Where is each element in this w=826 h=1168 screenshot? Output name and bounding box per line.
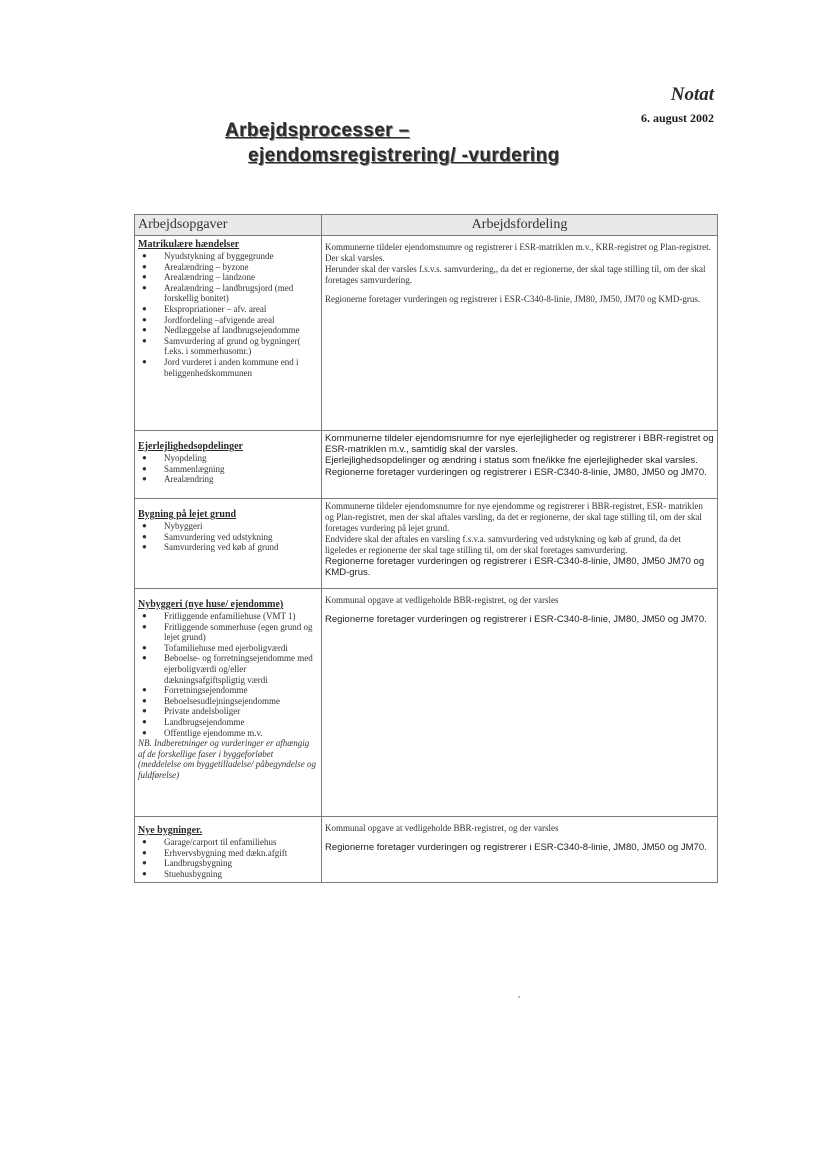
- task-list: [138, 521, 318, 553]
- list-item: ● Arealændring – landbrugsjord (med forskellig bonitet): [142, 282, 294, 304]
- document-title-line1: Arbejdsprocesser –: [225, 120, 410, 141]
- section-title: Nybyggeri (nye huse/ ejendomme): [138, 599, 284, 610]
- list-item: ● Arealændring: [142, 474, 214, 485]
- document-title-line2: ejendomsregistrering/ -vurdering: [248, 145, 560, 166]
- table-header-row: [135, 215, 718, 236]
- list-item: ● Landbrugsejendomme: [142, 716, 245, 727]
- table-row: [135, 589, 718, 817]
- list-item: ● Arealændring – landzone: [142, 272, 255, 283]
- task-list: [138, 251, 318, 378]
- paragraph: Ejerlejlighedsopdelinger og ændring i status som fne/ikke fne ejerlejligheder skal varsles.: [325, 455, 698, 467]
- notat-label: Notat: [670, 84, 714, 105]
- task-list: [138, 837, 318, 879]
- paragraph: Regionerne foretager vurderingen og registrerer i ESR-C340-8-linie, JM80, JM50 og JM70.: [325, 466, 707, 478]
- process-note: NB. Indberetninger og vurderinger er afhængig af de forskellige faser i byggeforløbet (meddelelse om byggetilladelse/ påbegyndelse og fuldførelse): [138, 738, 316, 780]
- document-date: 6. august 2002: [640, 111, 714, 125]
- list-item: ● Garage/carport til enfamiliehus: [142, 837, 277, 847]
- list-item: ● Jordfordeling –afvigende areal: [142, 314, 275, 325]
- table-row: [135, 817, 718, 883]
- bullet-icon: ●: [142, 685, 147, 695]
- task-list: [138, 611, 318, 738]
- table-row: [135, 236, 718, 431]
- bullet-icon: ●: [142, 325, 147, 335]
- section-title: Ejerlejlighedsopdelinger: [138, 441, 243, 452]
- bullet-icon: ●: [142, 611, 147, 620]
- bullet-icon: ●: [142, 642, 147, 652]
- list-item: ● Beboelsesudlejningsejendomme: [142, 695, 280, 706]
- list-item: ● Nedlæggelse af landbrugsejendomme: [142, 325, 300, 336]
- section-title: Bygning på lejet grund: [138, 509, 237, 520]
- list-item: ● Private andelsboliger: [142, 706, 241, 717]
- list-item: ● Stuehusbygning: [142, 868, 223, 879]
- bullet-icon: ●: [142, 847, 147, 857]
- list-item: ● Fritliggende sommerhuse (egen grund og lejet grund): [142, 621, 313, 643]
- bullet-icon: ●: [142, 868, 147, 878]
- list-item: ● Samvurdering ved udstykning: [142, 531, 273, 542]
- list-item: ● Jord vurderet i anden kommune end i beliggenhedskommunen: [142, 356, 299, 378]
- list-item: ● Offentlige ejendomme m.v.: [142, 727, 263, 738]
- bullet-icon: ●: [142, 335, 147, 345]
- distribution-cell: [322, 499, 718, 589]
- paragraph: Regionerne foretager vurderingen og registrerer i ESR-C340-8-linie, JM80, JM50 og JM70.: [325, 842, 707, 853]
- list-item: ● Nyopdeling: [142, 453, 207, 463]
- bullet-icon: ●: [142, 314, 147, 324]
- bullet-icon: ●: [142, 531, 147, 541]
- table-row: [135, 431, 718, 499]
- task-cell: [135, 499, 322, 589]
- paragraph: Kommunal opgave at vedligeholde BBR-registret, og der varsles: [325, 595, 559, 605]
- column-header-distribution: Arbejdsfordeling: [322, 215, 718, 236]
- paragraph: Kommunal opgave at vedligeholde BBR-registret, og der varsles: [325, 823, 559, 833]
- section-title: Nye bygninger.: [138, 825, 203, 836]
- bullet-icon: ●: [142, 621, 147, 631]
- work-process-table: [134, 214, 718, 883]
- list-item: ● Samvurdering ved køb af grund: [142, 542, 279, 553]
- bullet-icon: ●: [142, 858, 147, 868]
- bullet-icon: ●: [142, 653, 147, 663]
- task-cell: [135, 431, 322, 499]
- list-item: ● Nybyggeri: [142, 521, 203, 531]
- paragraph: Kommunerne tildeler ejendomsnumre for nye ejerlejligheder og registrerer i BBR-registret og ESR-matriklen m.v., samtidig skal der varsles.: [325, 433, 714, 456]
- column-header-tasks: Arbejdsopgaver: [135, 215, 322, 236]
- bullet-icon: ●: [142, 251, 147, 260]
- list-item: ● Tofamiliehuse med ejerboligværdi: [142, 642, 288, 653]
- list-item: ● Arealændring – byzone: [142, 261, 249, 272]
- list-item: ● Forretningsejendomme: [142, 685, 248, 696]
- list-item: ● Nyudstykning af byggegrunde: [142, 251, 274, 261]
- list-item: ● Fritliggende enfamiliehuse (VMT 1): [142, 611, 296, 621]
- bullet-icon: ●: [142, 837, 147, 846]
- task-list: [138, 453, 318, 485]
- task-cell: [135, 817, 322, 883]
- bullet-icon: ●: [142, 521, 147, 530]
- distribution-cell: [322, 431, 718, 499]
- section-title: Matrikulære hændelser: [138, 239, 240, 250]
- bullet-icon: ●: [142, 272, 147, 282]
- paragraph: Kommunerne tildeler ejendomsnumre for nye ejendomme og registrerer i BBR-registret, ESR- matriklen og Plan-registret, men der skal aftales varsling, da det er regionerne, der skal tage stilling til, om der skal foretages vurdering på lejet grund.: [325, 501, 703, 533]
- list-item: ● Ekspropriationer – afv. areal: [142, 303, 267, 314]
- paragraph: Kommunerne tildeler ejendomsnumre og registrerer i ESR-matriklen m.v., KRR-registret og Plan-registret. Der skal varsles.: [325, 242, 711, 263]
- distribution-cell: [322, 236, 718, 431]
- task-cell: [135, 589, 322, 817]
- table-row: [135, 499, 718, 589]
- paragraph: Endvidere skal der aftales en varsling f.s.v.a. samvurdering ved udstykning og køb af grund, da det ligeledes er regionerne der skal tage stilling til, om der skal foretages samvurdering.: [325, 534, 681, 555]
- bullet-icon: ●: [142, 261, 147, 271]
- distribution-cell: [322, 817, 718, 883]
- paragraph: Regionerne foretager vurderingen og registrerer i ESR-C340-8-linie, JM80, JM50 JM70 og KMD-grus.: [325, 556, 705, 579]
- bullet-icon: ●: [142, 356, 147, 366]
- paragraph: Regionerne foretager vurderingen og registrerer i ESR-C340-8-linie, JM80, JM50 og JM70.: [325, 614, 707, 625]
- paragraph: Herunder skal der varsles f.s.v.s. samvurdering,, da det er regionerne, der skal tage stilling til, om der skal foretages samvurdering.: [325, 264, 706, 285]
- bullet-icon: ●: [142, 463, 147, 473]
- bullet-icon: ●: [142, 282, 147, 292]
- bullet-icon: ●: [142, 474, 147, 484]
- list-item: ● Erhvervsbygning med dækn.afgift: [142, 847, 288, 858]
- bullet-icon: ●: [142, 727, 147, 737]
- paragraph: Regionerne foretager vurderingen og registrerer i ESR-C340-8-linie, JM80, JM50, JM70 og KMD-grus.: [325, 294, 701, 304]
- list-item: ● Beboelse- og forretningsejendomme med ejerboligværdi og/eller dækningsafgiftspligtig værdi: [142, 653, 313, 685]
- list-item: ● Landbrugsbygning: [142, 858, 232, 869]
- task-cell: [135, 236, 322, 431]
- bullet-icon: ●: [142, 303, 147, 313]
- list-item: ● Samvurdering af grund og bygninger( f.eks. i sommerhusomr.): [142, 335, 301, 357]
- scan-speck: [518, 996, 520, 998]
- bullet-icon: ●: [142, 716, 147, 726]
- bullet-icon: ●: [142, 453, 147, 462]
- bullet-icon: ●: [142, 706, 147, 716]
- list-item: ● Sammenlægning: [142, 463, 225, 474]
- bullet-icon: ●: [142, 695, 147, 705]
- bullet-icon: ●: [142, 542, 147, 552]
- distribution-cell: [322, 589, 718, 817]
